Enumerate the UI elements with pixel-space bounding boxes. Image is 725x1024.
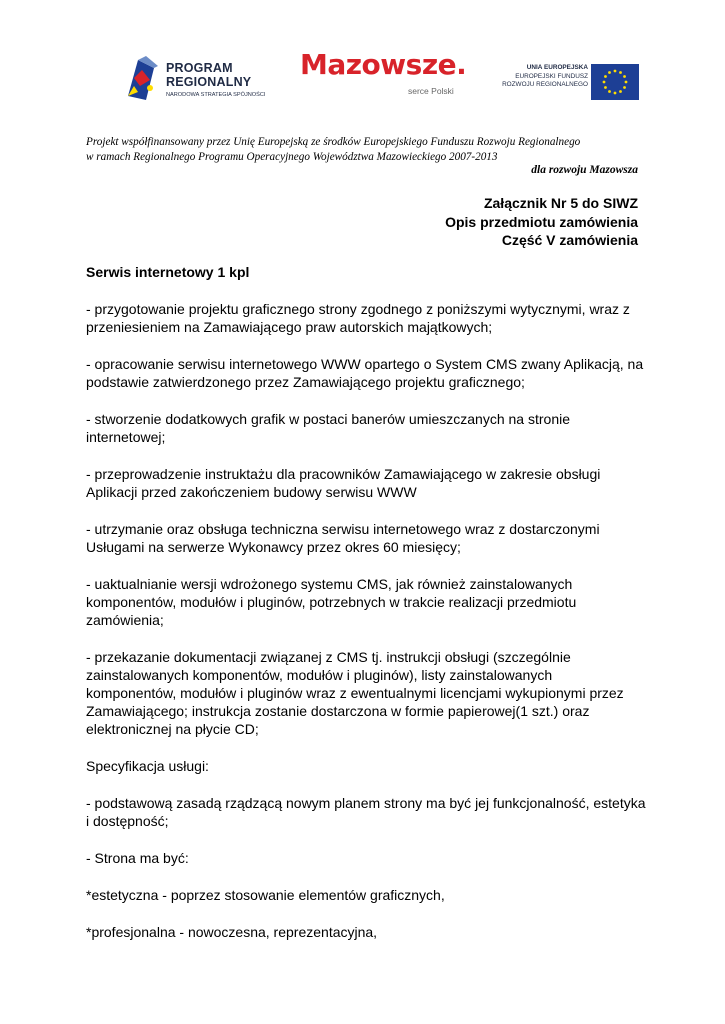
- program-regionalny-emblem-icon: [124, 56, 160, 100]
- eu-star-icon: [623, 75, 626, 78]
- list-item: - uaktualnianie wersji wdrożonego systemu CMS, jak również zainstalowanych komponentów, modułów i pluginów, potrzebnych w trakcie realizacji przedmiotu zamówienia;: [86, 576, 577, 628]
- eu-star-icon: [608, 71, 611, 74]
- eu-star-icon: [614, 92, 617, 95]
- eu-flag-icon: [591, 64, 639, 100]
- list-item: - przekazanie dokumentacji związanej z CMS tj. instrukcji obsługi (szczególnie zainstalowanych komponentów, modułów i pluginów), listy zainstalowanych komponentów, modułów i pluginów wraz z ewentualnymi licencjami wykupionymi przez Zamawiającego; instrukcja zostanie dostarczona w formie papierowej(1 szt.) oraz elektronicznej na płycie CD;: [86, 649, 624, 737]
- list-item: - przygotowanie projektu graficznego strony zgodnego z poniższymi wytycznymi, wraz z przeniesieniem na Zamawiającego praw autorskich majątkowych;: [86, 301, 630, 335]
- list-item: *estetyczna - poprzez stosowanie elementów graficznych,: [86, 887, 445, 903]
- eu-text: [478, 64, 588, 90]
- mazowsze-name: Mazowsze.: [300, 48, 467, 81]
- eu-star-icon: [619, 90, 622, 93]
- eu-star-icon: [623, 86, 626, 89]
- eu-line1: UNIA EUROPEJSKA: [526, 64, 588, 71]
- list-item: *profesjonalna - nowoczesna, reprezentacyjna,: [86, 924, 378, 940]
- mazowsze-logo: [294, 44, 472, 104]
- eu-star-icon: [604, 75, 607, 78]
- document-body: [86, 263, 646, 960]
- heading-line2: Opis przedmiotu zamówienia: [445, 213, 638, 230]
- eu-star-icon: [614, 70, 617, 73]
- mazowsze-tagline: serce Polski: [408, 86, 454, 96]
- eu-star-icon: [603, 81, 606, 84]
- program-line3: NARODOWA STRATEGIA SPÓJNOŚCI: [166, 92, 266, 98]
- list-item: - podstawową zasadą rządzącą nowym planem strony ma być jej funkcjonalność, estetyka i dostępność;: [86, 795, 646, 829]
- project-cofinancing-note: [86, 135, 646, 164]
- list-item: - stworzenie dodatkowych grafik w postaci banerów umieszczanych na stronie internetowej;: [86, 411, 571, 445]
- eu-logo: [478, 56, 638, 106]
- program-line1: PROGRAM: [166, 61, 233, 75]
- program-line2: REGIONALNY: [166, 75, 252, 89]
- section-title: Serwis internetowy 1 kpl: [86, 264, 250, 280]
- eu-line3: ROZWOJU REGIONALNEGO: [502, 81, 588, 88]
- project-note-slogan: dla rozwoju Mazowsza: [531, 164, 638, 176]
- program-regionalny-logo: [118, 50, 288, 106]
- list-item: - Strona ma być:: [86, 850, 189, 866]
- eu-star-icon: [625, 81, 628, 84]
- project-note-line1: Projekt współfinansowany przez Unię Europejską ze środków Europejskiego Funduszu Rozwoju Regionalnego: [86, 136, 581, 148]
- eu-line2: EUROPEJSKI FUNDUSZ: [515, 72, 588, 80]
- project-note-line2: w ramach Regionalnego Programu Operacyjnego Województwa Mazowieckiego 2007-2013: [86, 150, 498, 163]
- heading-line1: Załącznik Nr 5 do SIWZ: [483, 195, 638, 211]
- list-item: - utrzymanie oraz obsługa techniczna serwisu internetowego wraz z dostarczonymi Usługami na serwerze Wykonawcy przez okres 60 miesięcy;: [86, 521, 600, 555]
- specification-heading: Specyfikacja usługi:: [86, 758, 209, 774]
- header-logos: [0, 0, 725, 120]
- attachment-heading: [445, 194, 638, 250]
- list-item: - opracowanie serwisu internetowego WWW opartego o System CMS zwany Aplikacją, na podstawie zatwierdzonego przez Zamawiającego projektu graficznego;: [86, 356, 644, 390]
- heading-line3: Część V zamówienia: [501, 232, 638, 248]
- list-item: - przeprowadzenie instruktażu dla pracowników Zamawiającego w zakresie obsługi Aplikacji przed zakończeniem budowy serwisu WWW: [86, 466, 601, 500]
- eu-star-icon: [604, 86, 607, 89]
- eu-star-icon: [619, 71, 622, 74]
- eu-star-icon: [608, 90, 611, 93]
